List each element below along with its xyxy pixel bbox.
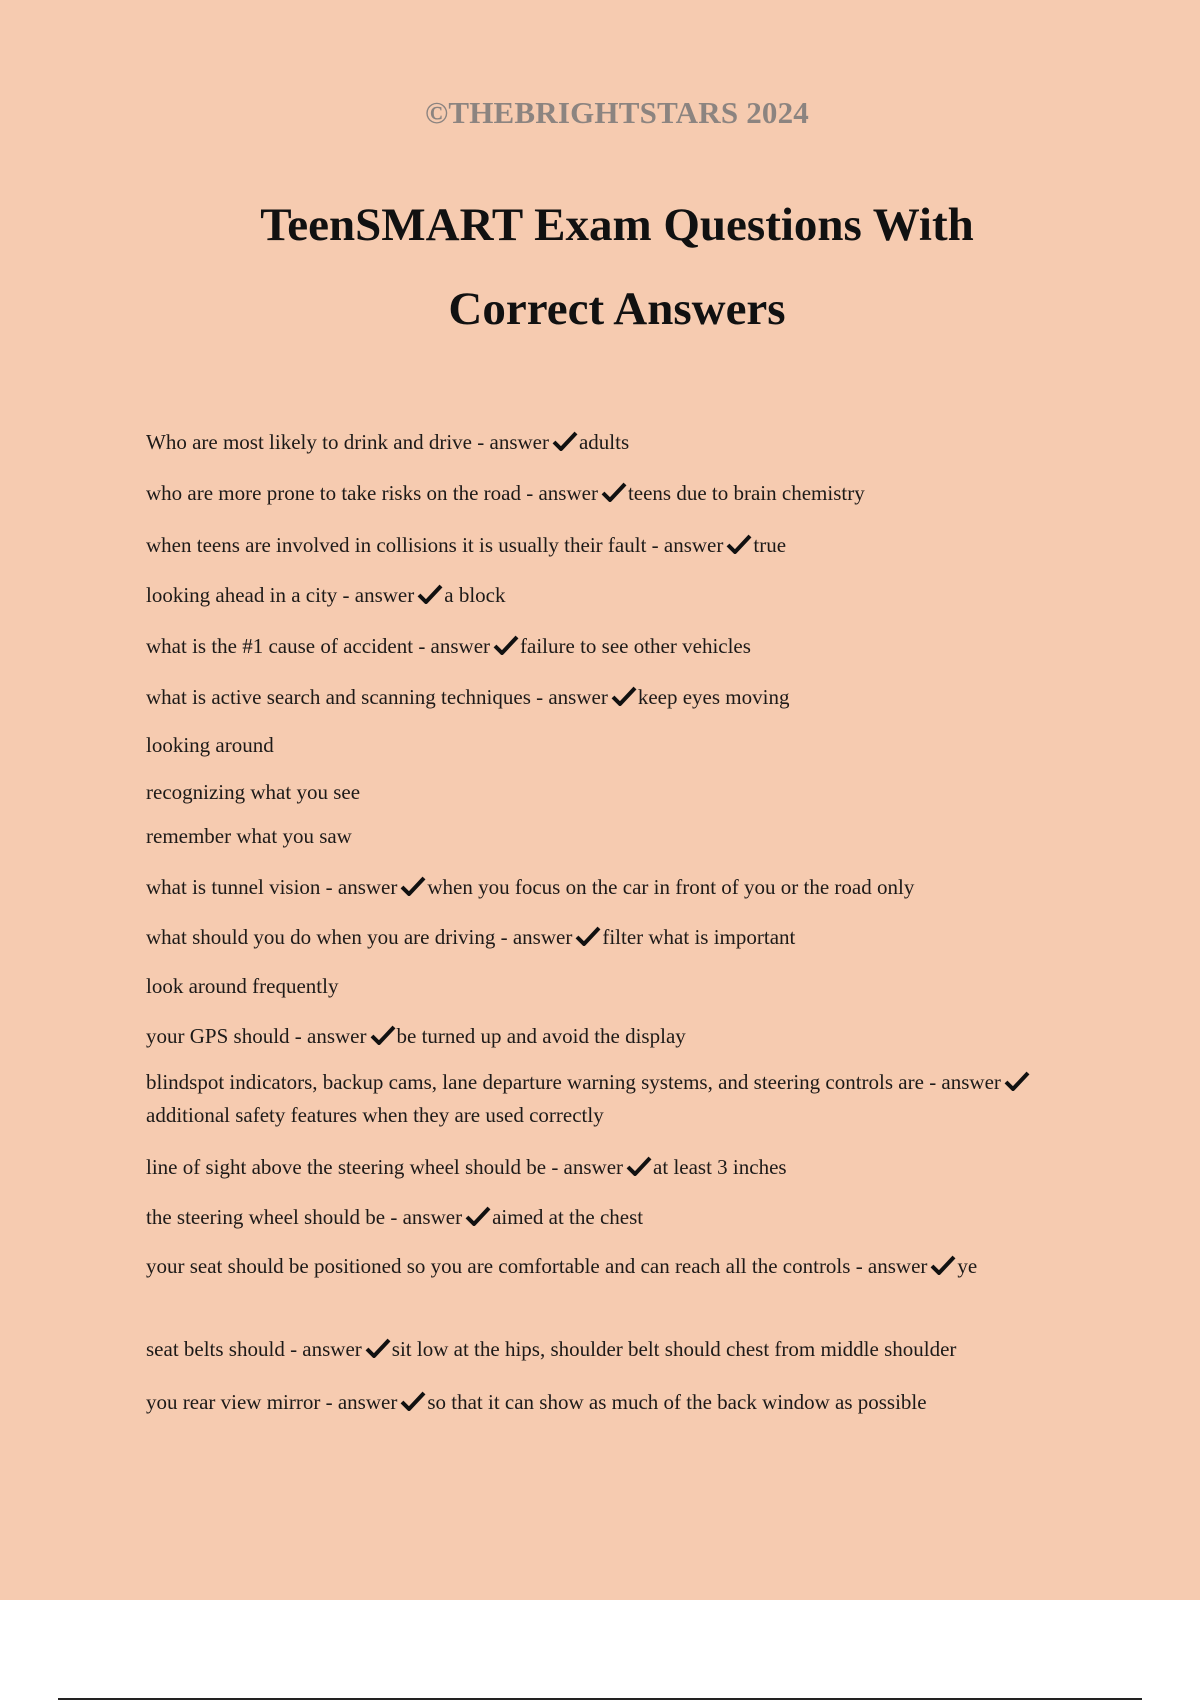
checkmark-icon (726, 534, 752, 554)
answer-text: so that it can show as much of the back window as possible (427, 1390, 927, 1414)
qa-continuation-line (146, 776, 1086, 809)
qa-item (146, 630, 1086, 663)
qa-item (146, 1333, 1086, 1366)
question-text: what is tunnel vision - answer (146, 875, 398, 899)
question-text: who are more prone to take risks on the road - answer (146, 481, 598, 505)
checkmark-icon (626, 1156, 652, 1176)
question-text: line of sight above the steering wheel should be - answer (146, 1155, 624, 1179)
checkmark-icon (365, 1338, 391, 1358)
qa-item (146, 477, 1086, 510)
question-text: your seat should be positioned so you are comfortable and can reach all the controls - answer (146, 1254, 928, 1278)
title-line-1: TeenSMART Exam Questions With (260, 199, 974, 251)
qa-item (146, 871, 1086, 904)
question-text: you rear view mirror - answer (146, 1390, 398, 1414)
answer-text: at least 3 inches (653, 1155, 787, 1179)
qa-item (146, 426, 1086, 459)
checkmark-icon (930, 1255, 956, 1275)
answer-text: aimed at the chest (492, 1205, 644, 1229)
question-text: when teens are involved in collisions it is usually their fault - answer (146, 533, 724, 557)
qa-continuation-line (146, 729, 1086, 762)
qa-item (146, 529, 1086, 562)
answer-text: adults (578, 430, 630, 454)
question-text: Who are most likely to drink and drive - answer (146, 430, 549, 454)
checkmark-icon (575, 926, 601, 946)
checkmark-icon (465, 1206, 491, 1226)
qa-item (146, 1386, 1086, 1419)
question-text: the steering wheel should be - answer (146, 1205, 463, 1229)
qa-continuation-line (146, 820, 1086, 853)
question-text: what is active search and scanning techniques - answer (146, 685, 608, 709)
question-text: looking ahead in a city - answer (146, 583, 415, 607)
title-line-2: Correct Answers (448, 283, 786, 335)
checkmark-icon (601, 482, 627, 502)
checkmark-icon (400, 1391, 426, 1411)
answer-text: be turned up and avoid the display (396, 1024, 686, 1048)
answer-text: teens due to brain chemistry (627, 481, 865, 505)
answer-text: sit low at the hips, shoulder belt should chest from middle shoulder (391, 1337, 957, 1361)
answer-text: true (753, 533, 787, 557)
question-text: blindspot indicators, backup cams, lane departure warning systems, and steering controls are - answer (146, 1070, 1001, 1094)
continuation-text: remember what you saw (146, 824, 352, 848)
qa-item (146, 1151, 1086, 1184)
checkmark-icon (493, 635, 519, 655)
answer-text: additional safety features when they are used correctly (146, 1103, 604, 1127)
question-text: seat belts should - answer (146, 1337, 362, 1361)
question-text: your GPS should - answer (146, 1024, 367, 1048)
qa-item (146, 921, 1086, 954)
answer-text: filter what is important (602, 925, 796, 949)
qa-item (146, 1066, 1086, 1132)
checkmark-icon (370, 1025, 396, 1045)
qa-item (146, 579, 1086, 612)
qa-continuation-line (146, 970, 1086, 1003)
qa-item (146, 1020, 1086, 1053)
answer-text: when you focus on the car in front of you or the road only (427, 875, 915, 899)
answer-text: a block (444, 583, 506, 607)
checkmark-icon (611, 686, 637, 706)
qa-item (146, 681, 1086, 714)
answer-text: ye (957, 1254, 978, 1278)
checkmark-icon (417, 584, 443, 604)
continuation-text: looking around (146, 733, 274, 757)
qa-item (146, 1250, 1086, 1283)
answer-text: failure to see other vehicles (520, 634, 751, 658)
continuation-text: recognizing what you see (146, 780, 361, 804)
question-text: what is the #1 cause of accident - answer (146, 634, 491, 658)
checkmark-icon (552, 431, 578, 451)
copyright-header: ©THEBRIGHTSTARS 2024 (424, 95, 810, 130)
question-text: what should you do when you are driving - answer (146, 925, 573, 949)
checkmark-icon (1004, 1071, 1030, 1091)
checkmark-icon (400, 876, 426, 896)
answer-text: keep eyes moving (637, 685, 790, 709)
qa-item (146, 1201, 1086, 1234)
continuation-text: look around frequently (146, 974, 339, 998)
